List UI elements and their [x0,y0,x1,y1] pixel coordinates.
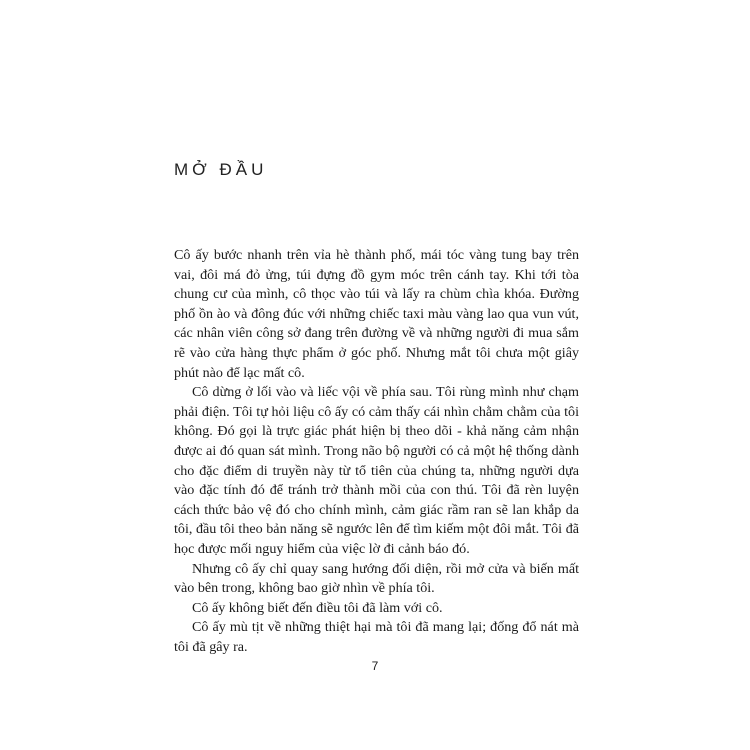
paragraph: Nhưng cô ấy chỉ quay sang hướng đối diện, rồi mở cửa và biến mất vào bên trong, không bao giờ nhìn về phía tôi. [174,560,579,597]
paragraph: Cô ấy không biết đến điều tôi đã làm với cô. [192,599,443,616]
page-number: 7 [371,659,379,673]
paragraph: Cô ấy bước nhanh trên vỉa hè thành phố, mái tóc vàng tung bay trên vai, đôi má đỏ ửng, túi đựng đồ gym móc trên cánh tay. Khi tới tòa chung cư của mình, cô thọc vào túi và lấy ra chùm chìa khóa. Đường phố ồn ào và đông đúc với những chiếc taxi màu vàng lao qua vun vút, các nhân viên công sở đang trên đường về và những người đi mua sắm rẽ vào cửa hàng thực phẩm ở góc phố. Nhưng mắt tôi chưa một giây phút nào để lạc mất cô. [174,247,579,381]
chapter-title: MỞ ĐẦU [174,160,268,179]
paragraph: Cô dừng ở lối vào và liếc vội về phía sau. Tôi rùng mình như chạm phải điện. Tôi tự hỏi liệu cô ấy có cảm thấy cái nhìn chằm chằm của tôi không. Đó gọi là trực giác phát hiện bị theo dõi - khả năng cảm nhận được ai đó quan sát mình. Trong não bộ người có cả một hệ thống dành cho đặc điểm di truyền này từ tổ tiên của chúng ta, những người dựa vào đặc tính đó để tránh trở thành mồi của con thú. Tôi đã rèn luyện cách thức bảo vệ đó cho chính mình, cảm giác rầm ran sẽ lan khắp da tôi, đầu tôi theo bản năng sẽ ngước lên để tìm kiếm một đôi mắt. Tôi đã học được mối nguy hiểm của việc lờ đi cảnh báo đó. [174,384,579,557]
paragraph: Cô ấy mù tịt về những thiệt hại mà tôi đã mang lại; đống đổ nát mà tôi đã gây ra. [174,619,579,655]
body-text [174,246,579,657]
